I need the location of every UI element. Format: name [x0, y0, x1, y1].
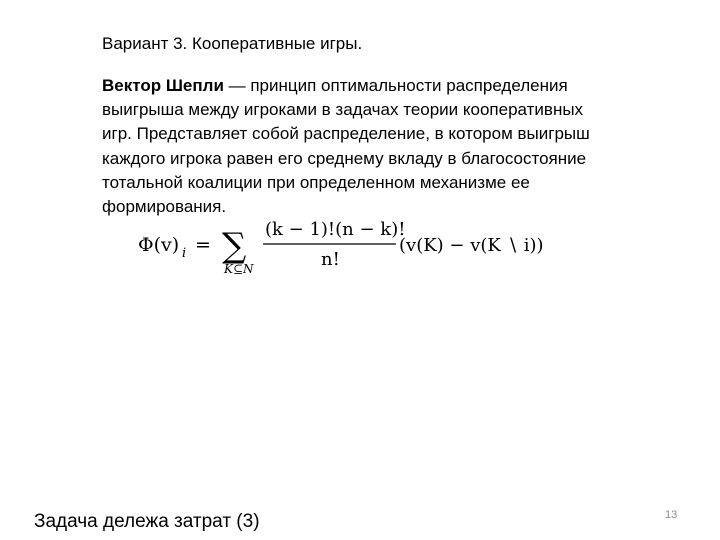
definition-paragraph: [102, 74, 627, 219]
paragraph-line-1-text: — принцип оптимальности распределения: [223, 76, 568, 95]
formula-lhs-index: i: [182, 246, 187, 261]
paragraph-line-2: выигрыша между игроками в задачах теории кооперативных: [102, 100, 584, 120]
formula-sum-subscript: K⊆N: [224, 262, 254, 276]
paragraph-line-6: формирования.: [102, 197, 227, 217]
defined-term: Вектор Шепли: [102, 76, 224, 95]
paragraph-line-4: каждого игрока равен его среднему вкладу в благосостояние: [102, 148, 587, 168]
page-number: 13: [665, 509, 678, 521]
formula-equals: =: [195, 234, 211, 256]
formula-numerator: (k − 1)!(n − k)!: [265, 219, 406, 240]
formula-sum-symbol: ∑: [222, 226, 247, 266]
slide-heading: Вариант 3. Кооперативные игры.: [102, 34, 363, 53]
paragraph-line-3: игр. Представляет собой распределение, в котором выигрыш: [102, 124, 590, 144]
formula-denominator: n!: [321, 249, 340, 270]
formula-rhs: (v(K) − v(K ∖ i)): [399, 235, 544, 256]
paragraph-line-5: тотальной коалиции при определенном механизме ее: [102, 172, 530, 192]
paragraph-line-1: [102, 74, 627, 98]
shapley-formula: [138, 210, 578, 282]
formula-lhs-phi: Φ(v): [138, 234, 180, 256]
footer-title: Задача дележа затрат (3): [34, 511, 260, 532]
